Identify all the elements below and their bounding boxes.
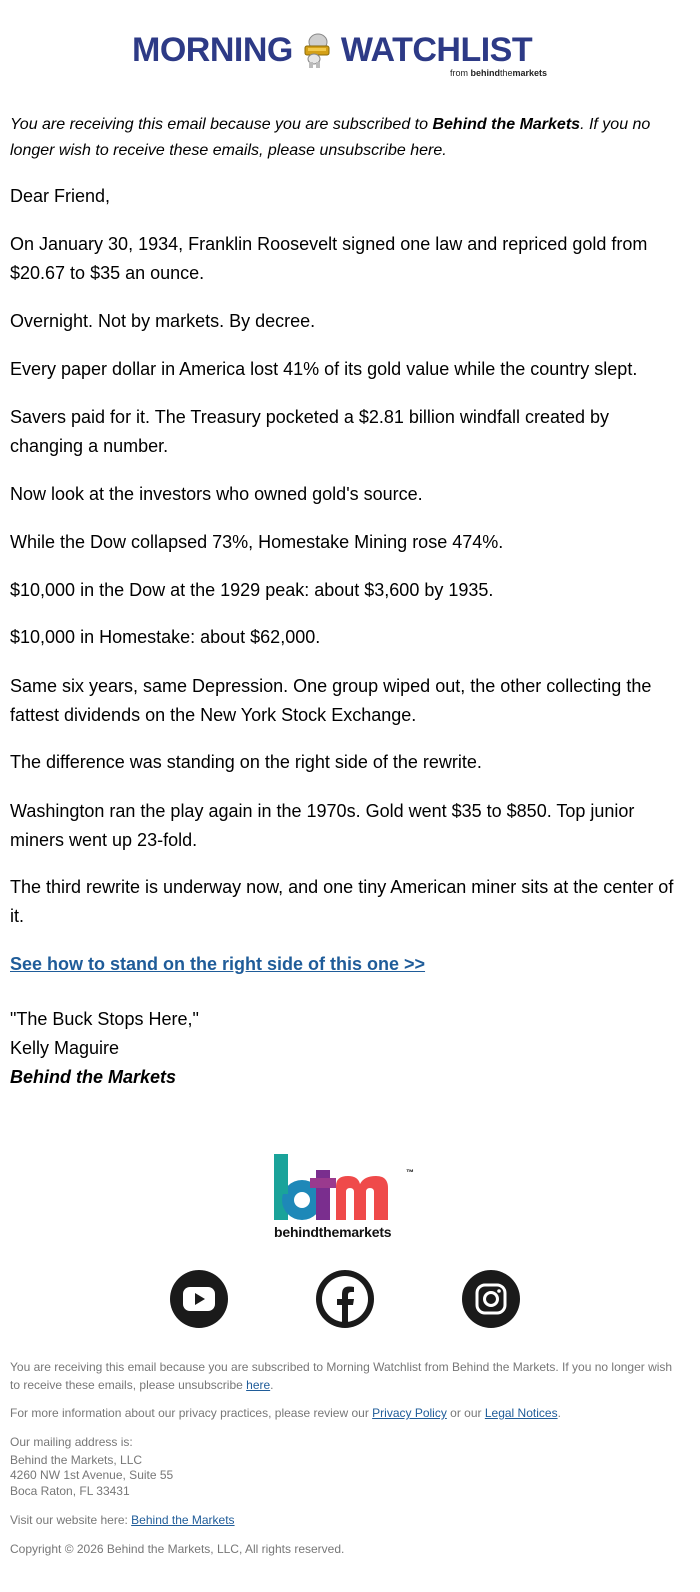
btm-wordmark: behindthemarkets <box>274 1224 392 1240</box>
footer-address-label: Our mailing address is: <box>10 1435 133 1449</box>
instagram-button[interactable] <box>462 1270 520 1328</box>
legal-notices-link[interactable]: Legal Notices <box>484 1406 558 1420</box>
btm-logo[interactable] <box>272 1152 422 1242</box>
body-paragraph: Every paper dollar in America lost 41% of its gold value while the country slept. <box>10 359 638 379</box>
subscription-notice: You are receiving this email because you are subscribed to Behind the Markets. If you no longer wish to receive these emails, please unsubscribe here. <box>10 116 651 159</box>
youtube-button[interactable] <box>170 1270 228 1328</box>
signature-company: Behind the Markets <box>10 1067 177 1087</box>
body-paragraph: Overnight. Not by markets. By decree. <box>10 311 316 331</box>
body-paragraph: On January 30, 1934, Franklin Roosevelt signed one law and repriced gold from $20.67 to $35 an ounce. <box>10 234 648 283</box>
body-paragraph: Washington ran the play again in the 1970s. Gold went $35 to $850. Top junior miners went up 23-fold. <box>10 801 635 850</box>
footer-address-line: Behind the Markets, LLC <box>10 1453 143 1467</box>
body-paragraph: $10,000 in Homestake: about $62,000. <box>10 627 321 647</box>
facebook-button[interactable] <box>316 1270 374 1328</box>
facebook-icon <box>321 1275 369 1323</box>
footer-address-line: 4260 NW 1st Avenue, Suite 55 <box>10 1468 174 1482</box>
cta-link[interactable]: See how to stand on the right side of this one >> <box>10 954 426 974</box>
website-link[interactable]: Behind the Markets <box>131 1513 235 1527</box>
gold-bar-mascot-icon <box>297 30 337 70</box>
footer-address-line: Boca Raton, FL 33431 <box>10 1484 130 1498</box>
body-paragraph: While the Dow collapsed 73%, Homestake Mining rose 474%. <box>10 532 504 552</box>
btm-tm: ™ <box>406 1168 414 1177</box>
privacy-policy-link[interactable]: Privacy Policy <box>372 1406 447 1420</box>
body-paragraph: Now look at the investors who owned gold's source. <box>10 484 423 504</box>
youtube-icon <box>182 1286 216 1312</box>
signature-name: Kelly Maguire <box>10 1038 120 1058</box>
greeting: Dear Friend, <box>10 186 111 206</box>
body-paragraph: The difference was standing on the right side of the rewrite. <box>10 752 482 772</box>
body-paragraph: $10,000 in the Dow at the 1929 peak: about $3,600 by 1935. <box>10 580 494 600</box>
footer-copyright: Copyright © 2026 Behind the Markets, LLC, All rights reserved. <box>10 1542 345 1556</box>
logo-row <box>132 30 532 70</box>
logo-word-morning: MORNING <box>132 31 293 69</box>
instagram-icon <box>474 1282 508 1316</box>
footer-privacy: For more information about our privacy practices, please review our Privacy Policy or our Legal Notices. <box>10 1406 561 1420</box>
body-paragraph: Same six years, same Depression. One group wiped out, the other collecting the fattest dividends on the New York Stock Exchange. <box>10 676 652 725</box>
body-paragraph: Savers paid for it. The Treasury pocketed a $2.81 billion windfall created by changing a number. <box>10 407 610 456</box>
footer-unsubscribe: You are receiving this email because you are subscribed to Morning Watchlist from Behind the Markets. If you no longer wish to receive these emails, please unsubscribe here. <box>10 1360 673 1392</box>
footer-website: Visit our website here: Behind the Markets <box>10 1513 235 1527</box>
logo-subtitle: from behindthemarkets <box>450 68 548 78</box>
logo-word-watchlist: WATCHLIST <box>340 31 533 69</box>
cta-paragraph <box>10 950 680 979</box>
body-paragraph: The third rewrite is underway now, and one tiny American miner sits at the center of it. <box>10 877 674 926</box>
unsubscribe-link[interactable]: here <box>246 1378 271 1392</box>
signature-quote: "The Buck Stops Here," <box>10 1009 199 1029</box>
morning-watchlist-logo[interactable] <box>0 22 700 84</box>
btm-logo-icon <box>272 1152 412 1222</box>
